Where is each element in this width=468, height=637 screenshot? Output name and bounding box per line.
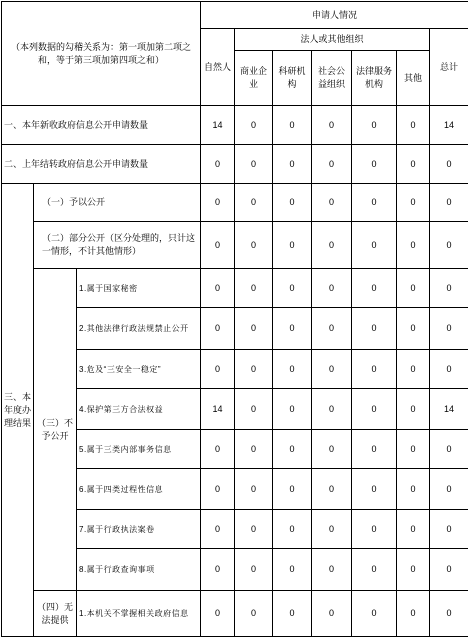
cell-value: 0 bbox=[235, 106, 273, 145]
cell-value: 0 bbox=[312, 308, 352, 350]
cell-value: 0 bbox=[352, 269, 397, 308]
cell-value: 0 bbox=[430, 469, 468, 510]
cell-value: 14 bbox=[201, 389, 235, 430]
legal-person-header: 法人或其他组织 bbox=[235, 29, 430, 51]
cell-value: 0 bbox=[430, 184, 468, 222]
cell-value: 0 bbox=[312, 222, 352, 269]
cell-value: 14 bbox=[430, 106, 468, 145]
cell-value: 0 bbox=[430, 510, 468, 549]
cell-value: 0 bbox=[273, 269, 312, 308]
row-label: 6.属于四类过程性信息 bbox=[77, 469, 201, 510]
table-row bbox=[2, 269, 468, 308]
row-label: （一）予以公开 bbox=[34, 184, 201, 222]
cell-value: 0 bbox=[235, 269, 273, 308]
cell-value: 0 bbox=[273, 510, 312, 549]
cell-value: 0 bbox=[312, 350, 352, 389]
cell-value: 0 bbox=[235, 549, 273, 591]
applicant-status-header: 申请人情况 bbox=[201, 2, 468, 29]
table-row bbox=[2, 145, 468, 184]
section-3-label: 三、本年度办理结果 bbox=[2, 184, 34, 637]
social-welfare-header: 社会公益组织 bbox=[312, 51, 352, 106]
cell-value: 0 bbox=[312, 106, 352, 145]
cell-value: 0 bbox=[201, 184, 235, 222]
cell-value: 0 bbox=[430, 145, 468, 184]
cell-value: 0 bbox=[201, 145, 235, 184]
cell-value: 0 bbox=[235, 350, 273, 389]
row-label: 一、本年新收政府信息公开申请数量 bbox=[2, 106, 201, 145]
cell-value: 0 bbox=[273, 145, 312, 184]
cell-value: 0 bbox=[397, 145, 430, 184]
row-label: （二）部分公开（区分处理的，只计这一情形，不计其他情形） bbox=[34, 222, 201, 269]
cell-value: 0 bbox=[397, 510, 430, 549]
cell-value: 0 bbox=[397, 269, 430, 308]
cell-value: 0 bbox=[352, 430, 397, 469]
cell-value: 0 bbox=[352, 549, 397, 591]
cell-value: 0 bbox=[397, 184, 430, 222]
cell-value: 0 bbox=[352, 145, 397, 184]
cell-value: 0 bbox=[235, 591, 273, 637]
cell-value: 0 bbox=[397, 389, 430, 430]
cell-value: 0 bbox=[352, 222, 397, 269]
cell-value: 0 bbox=[430, 549, 468, 591]
table-row bbox=[2, 591, 468, 637]
row-label: 4.保护第三方合法权益 bbox=[77, 389, 201, 430]
other-header: 其他 bbox=[397, 51, 430, 106]
row-label: 3.危及“三安全一稳定” bbox=[77, 350, 201, 389]
cell-value: 0 bbox=[235, 510, 273, 549]
cell-value: 0 bbox=[201, 222, 235, 269]
row-label: 8.属于行政查询事项 bbox=[77, 549, 201, 591]
cell-value: 0 bbox=[352, 308, 397, 350]
unable-label: （四）无法提供 bbox=[34, 591, 77, 637]
cell-value: 14 bbox=[201, 106, 235, 145]
table-row bbox=[2, 184, 468, 222]
cell-value: 0 bbox=[352, 106, 397, 145]
natural-person-header: 自然人 bbox=[201, 29, 235, 106]
table-row bbox=[2, 222, 468, 269]
cell-value: 0 bbox=[352, 591, 397, 637]
cell-value: 0 bbox=[273, 184, 312, 222]
row-label: 1.本机关不掌握相关政府信息 bbox=[77, 591, 201, 637]
cell-value: 0 bbox=[397, 430, 430, 469]
cell-value: 0 bbox=[273, 222, 312, 269]
research-header: 科研机构 bbox=[273, 51, 312, 106]
cell-value: 0 bbox=[397, 591, 430, 637]
cell-value: 0 bbox=[312, 430, 352, 469]
cell-value: 0 bbox=[352, 469, 397, 510]
cell-value: 0 bbox=[201, 308, 235, 350]
disclosure-table bbox=[1, 1, 468, 637]
cell-value: 0 bbox=[235, 389, 273, 430]
cell-value: 0 bbox=[430, 308, 468, 350]
note-cell: （本列数据的勾稽关系为：第一项加第二项之和，等于第三项加第四项之和） bbox=[2, 2, 201, 106]
cell-value: 0 bbox=[273, 549, 312, 591]
cell-value: 0 bbox=[312, 389, 352, 430]
cell-value: 0 bbox=[235, 145, 273, 184]
cell-value: 0 bbox=[201, 549, 235, 591]
total-header: 总计 bbox=[430, 29, 468, 106]
row-label: 5.属于三类内部事务信息 bbox=[77, 430, 201, 469]
cell-value: 0 bbox=[201, 269, 235, 308]
cell-value: 0 bbox=[312, 549, 352, 591]
row-label: 1.属于国家秘密 bbox=[77, 269, 201, 308]
cell-value: 0 bbox=[201, 469, 235, 510]
cell-value: 0 bbox=[397, 222, 430, 269]
cell-value: 0 bbox=[201, 350, 235, 389]
row-label: 2.其他法律行政法规禁止公开 bbox=[77, 308, 201, 350]
legal-service-header: 法律服务机构 bbox=[352, 51, 397, 106]
cell-value: 0 bbox=[312, 184, 352, 222]
cell-value: 0 bbox=[430, 222, 468, 269]
cell-value: 0 bbox=[201, 591, 235, 637]
cell-value: 0 bbox=[430, 591, 468, 637]
table-row bbox=[2, 106, 468, 145]
cell-value: 0 bbox=[352, 350, 397, 389]
cell-value: 0 bbox=[397, 350, 430, 389]
cell-value: 0 bbox=[273, 469, 312, 510]
cell-value: 0 bbox=[312, 510, 352, 549]
cell-value: 0 bbox=[312, 145, 352, 184]
cell-value: 0 bbox=[397, 308, 430, 350]
cell-value: 0 bbox=[397, 106, 430, 145]
row-label: 二、上年结转政府信息公开申请数量 bbox=[2, 145, 201, 184]
cell-value: 0 bbox=[312, 469, 352, 510]
cell-value: 0 bbox=[312, 591, 352, 637]
cell-value: 0 bbox=[273, 430, 312, 469]
cell-value: 0 bbox=[430, 350, 468, 389]
cell-value: 0 bbox=[235, 469, 273, 510]
cell-value: 0 bbox=[235, 222, 273, 269]
commercial-header: 商业企业 bbox=[235, 51, 273, 106]
cell-value: 0 bbox=[201, 430, 235, 469]
row-label: 7.属于行政执法案卷 bbox=[77, 510, 201, 549]
cell-value: 0 bbox=[235, 184, 273, 222]
cell-value: 0 bbox=[397, 469, 430, 510]
cell-value: 0 bbox=[352, 389, 397, 430]
cell-value: 0 bbox=[273, 350, 312, 389]
cell-value: 14 bbox=[430, 389, 468, 430]
cell-value: 0 bbox=[201, 510, 235, 549]
cell-value: 0 bbox=[352, 510, 397, 549]
cell-value: 0 bbox=[397, 549, 430, 591]
cell-value: 0 bbox=[235, 430, 273, 469]
cell-value: 0 bbox=[235, 308, 273, 350]
cell-value: 0 bbox=[273, 308, 312, 350]
cell-value: 0 bbox=[273, 591, 312, 637]
cell-value: 0 bbox=[430, 430, 468, 469]
cell-value: 0 bbox=[312, 269, 352, 308]
cell-value: 0 bbox=[273, 106, 312, 145]
not-disclosed-label: （三）不予公开 bbox=[34, 269, 77, 591]
cell-value: 0 bbox=[273, 389, 312, 430]
cell-value: 0 bbox=[352, 184, 397, 222]
cell-value: 0 bbox=[430, 269, 468, 308]
